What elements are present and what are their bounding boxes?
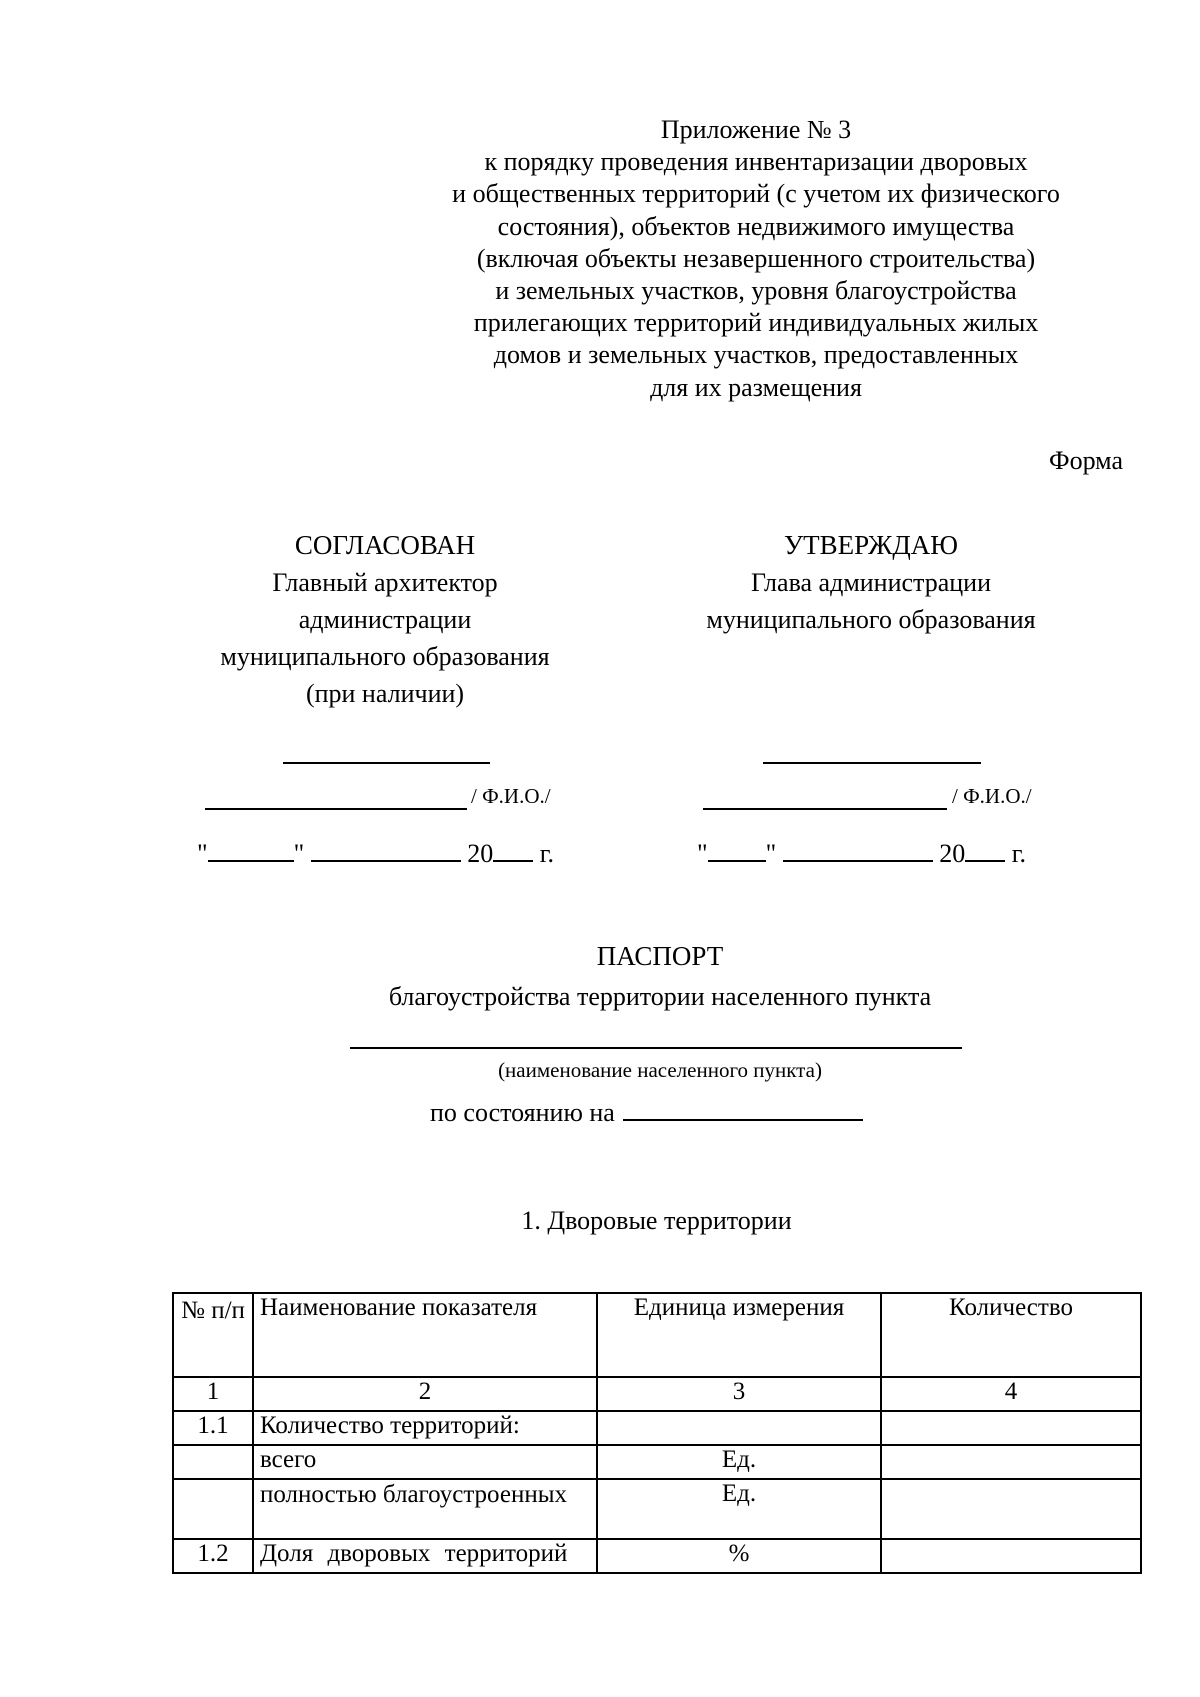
table-row bbox=[173, 1539, 1141, 1573]
column-number-row bbox=[173, 1377, 1141, 1411]
appendix-line: Приложение № 3 bbox=[660, 115, 852, 144]
row-unit: Ед. bbox=[597, 1479, 881, 1539]
row-num: 1.1 bbox=[173, 1411, 253, 1445]
header-qty: Количество bbox=[881, 1293, 1141, 1377]
approval-agreed-line: Главный архитектор bbox=[272, 568, 498, 597]
date-year-prefix-right: 20 bbox=[939, 839, 966, 868]
date-month-field-left[interactable] bbox=[311, 836, 461, 862]
row-name: полностью благоустроенных bbox=[253, 1479, 597, 1539]
row-qty-cell[interactable] bbox=[881, 1411, 1141, 1445]
appendix-line: прилегающих территорий индивидуальных жилых bbox=[473, 308, 1039, 338]
yard-territories-table bbox=[172, 1292, 1142, 1574]
state-date-label: по состоянию на bbox=[430, 1098, 615, 1127]
approval-agreed-line: муниципального образования bbox=[220, 642, 550, 671]
passport-title: ПАСПОРТ bbox=[596, 941, 724, 971]
signature-line-left[interactable] bbox=[283, 762, 490, 764]
fio-label-right: / Ф.И.О./ bbox=[952, 784, 1032, 808]
appendix-line: состояния), объектов недвижимого имущества bbox=[497, 211, 1015, 241]
approval-approve-block bbox=[665, 527, 1077, 638]
table-row bbox=[173, 1411, 1141, 1445]
col-number: 2 bbox=[253, 1377, 597, 1411]
table-header-row bbox=[173, 1293, 1141, 1377]
date-month-field-right[interactable] bbox=[783, 836, 933, 862]
approval-agreed-heading: СОГЛАСОВАН bbox=[294, 530, 476, 560]
date-day-field-right[interactable] bbox=[708, 836, 766, 862]
row-num: 1.2 bbox=[173, 1539, 253, 1573]
header-unit: Единица измерения bbox=[597, 1293, 881, 1377]
appendix-line: и земельных участков, уровня благоустройства bbox=[495, 276, 1017, 306]
appendix-heading bbox=[380, 114, 1132, 404]
approval-approve-line: Глава администрации bbox=[750, 568, 992, 597]
date-year-field-left[interactable] bbox=[493, 836, 533, 862]
row-name: Доля дворовых территорий bbox=[253, 1539, 597, 1573]
row-num bbox=[173, 1479, 253, 1539]
approval-approve-heading: УТВЕРЖДАЮ bbox=[783, 530, 959, 560]
row-unit bbox=[597, 1411, 881, 1445]
date-suffix-left: г. bbox=[539, 839, 554, 868]
row-unit: Ед. bbox=[597, 1445, 881, 1479]
settlement-name-line[interactable] bbox=[350, 1047, 962, 1049]
col-number: 3 bbox=[597, 1377, 881, 1411]
row-qty-cell[interactable] bbox=[881, 1479, 1141, 1539]
row-num bbox=[173, 1445, 253, 1479]
col-number: 1 bbox=[173, 1377, 253, 1411]
approval-agreed-line: администрации bbox=[298, 605, 472, 634]
header-name: Наименование показателя bbox=[253, 1293, 597, 1377]
date-year-field-right[interactable] bbox=[965, 836, 1005, 862]
approval-agreed-block bbox=[175, 527, 595, 712]
row-name: всего bbox=[253, 1445, 597, 1479]
appendix-line: (включая объекты незавершенного строительства) bbox=[476, 243, 1036, 273]
passport-subtitle: благоустройства территории населенного пункта bbox=[388, 982, 932, 1011]
section-title: 1. Дворовые территории bbox=[521, 1206, 792, 1235]
name-line-right[interactable] bbox=[703, 808, 947, 810]
row-name: Количество территорий: bbox=[253, 1411, 597, 1445]
appendix-line: для их размещения bbox=[650, 372, 862, 402]
row-qty-cell[interactable] bbox=[881, 1445, 1141, 1479]
date-suffix-right: г. bbox=[1011, 839, 1026, 868]
approval-approve-line: муниципального образования bbox=[706, 605, 1036, 634]
settlement-name-hint: (наименование населенного пункта) bbox=[498, 1058, 822, 1082]
appendix-line: к порядку проведения инвентаризации дворовых bbox=[484, 147, 1028, 177]
form-label: Форма bbox=[1049, 446, 1123, 475]
name-line-left[interactable] bbox=[205, 808, 467, 810]
row-qty-cell[interactable] bbox=[881, 1539, 1141, 1573]
appendix-line: домов и земельных участков, предоставленных bbox=[493, 340, 1019, 370]
table-row bbox=[173, 1479, 1141, 1539]
row-unit: % bbox=[597, 1539, 881, 1573]
date-day-field-left[interactable] bbox=[208, 836, 294, 862]
signature-line-right[interactable] bbox=[763, 762, 981, 764]
approval-agreed-line: (при наличии) bbox=[305, 679, 465, 708]
table-row bbox=[173, 1445, 1141, 1479]
header-num: № п/п bbox=[173, 1293, 253, 1377]
date-line-left: " " 20 г. bbox=[197, 836, 554, 869]
state-date-field[interactable] bbox=[623, 1093, 863, 1121]
col-number: 4 bbox=[881, 1377, 1141, 1411]
date-line-right: " " 20 г. bbox=[697, 836, 1026, 869]
date-year-prefix-left: 20 bbox=[467, 839, 494, 868]
fio-label-left: / Ф.И.О./ bbox=[471, 784, 551, 808]
state-date-line bbox=[430, 1093, 863, 1128]
appendix-line: и общественных территорий (с учетом их физического bbox=[452, 179, 1060, 209]
